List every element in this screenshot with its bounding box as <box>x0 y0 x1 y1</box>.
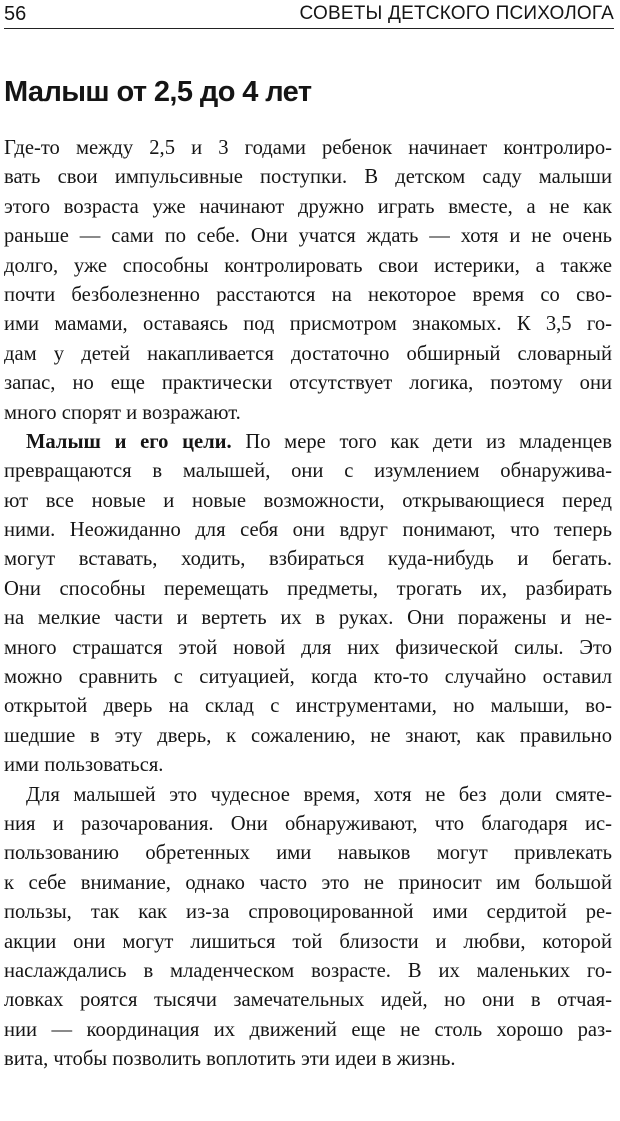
paragraph-3 <box>4 781 612 1075</box>
paragraph-2 <box>4 428 612 781</box>
text-line: могут вставать, ходить, взбираться куда-нибудь и бегать. <box>4 548 612 571</box>
text-line: Для малышей это чудесное время, хотя не без доли смяте- <box>26 783 612 806</box>
text-line: ними. Неожиданно для себя они вдруг понимают, что теперь <box>4 519 612 542</box>
text-line: на мелкие части и вертеть их в руках. Они поражены и не- <box>4 607 612 630</box>
text-line-rest: По мере того как дети из младенцев <box>231 430 612 453</box>
text-line: запас, но еще практически отсутствует логика, поэтому они <box>4 372 612 395</box>
text-line: вать свои импульсивные поступки. В детском саду малыши <box>4 166 612 189</box>
text-line: открытой дверь на склад с инструментами, но малыши, во- <box>4 695 612 718</box>
page-number: 56 <box>4 3 27 25</box>
text-line: много страшатся этой новой для них физической силы. Это <box>4 636 612 659</box>
text-line: к себе внимание, однако часто это не приносит им большой <box>4 871 612 894</box>
text-line: вита, чтобы позволить воплотить эти идеи в жизнь. <box>4 1048 456 1071</box>
running-head <box>4 2 614 29</box>
text-line: много спорят и возражают. <box>4 401 241 424</box>
text-line: акции они могут лишиться той близости и любви, которой <box>4 930 612 953</box>
text-line: превращаются в малышей, они с изумлением обнаружива- <box>4 460 612 483</box>
text-line: Они способны перемещать предметы, трогать их, разбирать <box>4 577 612 600</box>
text-line: ния и разочарования. Они обнаруживают, что благодаря ис- <box>4 812 612 835</box>
text-line-with-lead <box>4 428 612 457</box>
text-line: пользы, так как из-за спровоцированной ими сердитой ре- <box>4 901 612 924</box>
text-line: дам у детей накапливается достаточно обширный словарный <box>4 342 612 365</box>
text-line: можно сравнить с ситуацией, когда кто-то случайно оставил <box>4 666 612 689</box>
text-line: долго, уже способны контролировать свои истерики, а также <box>4 254 612 277</box>
paragraph-lead: Малыш и его цели. <box>26 430 232 453</box>
text-line: ими мамами, оставаясь под присмотром знакомых. К 3,5 го- <box>4 313 612 336</box>
text-line: Где-то между 2,5 и 3 годами ребенок начинает контролиро- <box>4 137 612 159</box>
section-heading: Малыш от 2,5 до 4 лет <box>4 76 312 108</box>
text-line: шедшие в эту дверь, к сожалению, не знают, как правильно <box>4 724 612 747</box>
text-line: нии — координация их движений еще не столь хорошо раз- <box>4 1018 612 1041</box>
text-line: почти безболезненно расстаются на некоторое время со сво- <box>4 283 612 306</box>
text-line: раньше — сами по себе. Они учатся ждать — хотя и не очень <box>4 225 612 248</box>
text-line: этого возраста уже начинают дружно играть вместе, а не как <box>4 195 612 218</box>
text-line: пользованию обретенных ими навыков могут привлекать <box>4 842 612 865</box>
book-title: СОВЕТЫ ДЕТСКОГО ПСИХОЛОГА <box>299 3 614 24</box>
text-line: ловках роятся тысячи замечательных идей, но они в отчая- <box>4 989 612 1012</box>
text-line: ими пользоваться. <box>4 754 164 777</box>
body-text <box>4 134 612 1075</box>
paragraph-1 <box>4 134 612 428</box>
text-line: наслаждались в младенческом возрасте. В их маленьких го- <box>4 959 612 982</box>
text-line: ют все новые и новые возможности, открывающиеся перед <box>4 489 612 512</box>
